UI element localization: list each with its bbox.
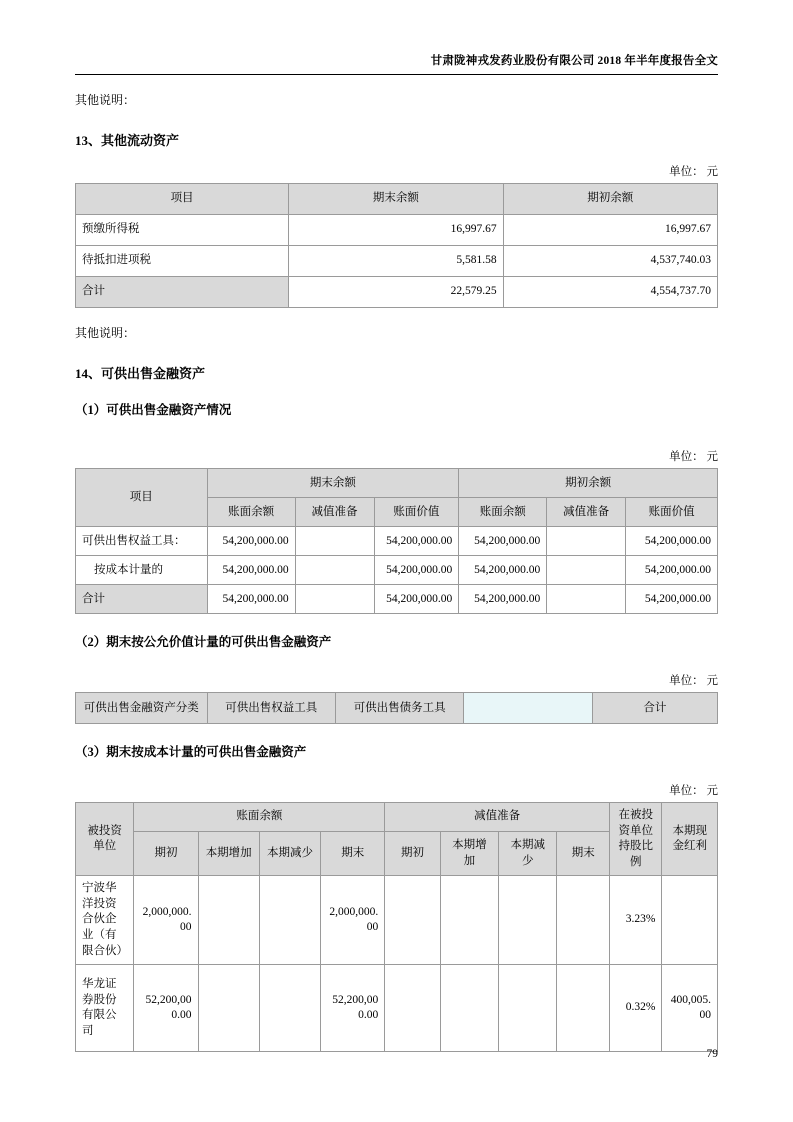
cell-impair-decrease (499, 876, 557, 965)
table-row (76, 527, 718, 556)
cell-book-value-end: 54,200,000.00 (374, 527, 459, 556)
page-header (75, 0, 718, 75)
col-header-category: 可供出售金融资产分类 (76, 693, 208, 724)
cell-balance-begin: 2,000,000.00 (134, 876, 198, 965)
unit-label-4: 单位： 元 (669, 785, 718, 798)
cell-book-balance-begin: 54,200,000.00 (459, 556, 547, 585)
col-subheader-balance-begin: 期初 (134, 831, 198, 876)
section-14-2-title: （2）期末按公允价值计量的可供出售金融资产 (75, 635, 332, 650)
col-header-equity-instrument: 可供出售权益工具 (207, 693, 335, 724)
col-subheader-balance-increase: 本期增加 (198, 831, 259, 876)
col-header-impairment: 减值准备 (385, 803, 610, 832)
cell-investee-unit: 宁波华洋投资合伙企业（有限合伙） (76, 876, 134, 965)
table-header-row (76, 803, 718, 832)
cell-book-balance-end: 54,200,000.00 (207, 585, 295, 614)
table-other-current-assets (75, 183, 718, 308)
table-row (76, 215, 718, 246)
cell-book-value-end: 54,200,000.00 (374, 585, 459, 614)
col-subheader-book-balance-begin: 账面余额 (459, 498, 547, 527)
cell-book-balance-begin: 54,200,000.00 (459, 527, 547, 556)
col-subheader-book-balance-end: 账面余额 (207, 498, 295, 527)
cell-begin-balance: 4,554,737.70 (503, 277, 717, 308)
col-subheader-impair-decrease: 本期减少 (499, 831, 557, 876)
cell-impair-decrease (499, 965, 557, 1052)
col-header-begin-balance: 期初余额 (459, 469, 718, 498)
cell-investee-unit: 华龙证券股份有限公司 (76, 965, 134, 1052)
cell-cash-dividend: 400,005.00 (662, 965, 718, 1052)
cell-book-balance-begin: 54,200,000.00 (459, 585, 547, 614)
table-row (76, 556, 718, 585)
cell-book-value-end: 54,200,000.00 (374, 556, 459, 585)
col-header-cash-dividend: 本期现金红利 (662, 803, 718, 876)
cell-item: 合计 (76, 277, 289, 308)
col-subheader-impair-increase: 本期增加 (440, 831, 498, 876)
cell-item: 待抵扣进项税 (76, 246, 289, 277)
cell-item: 按成本计量的 (76, 556, 208, 585)
section-14-3-title: （3）期末按成本计量的可供出售金融资产 (75, 745, 307, 760)
cell-impairment-begin (547, 527, 626, 556)
cell-impair-begin (385, 965, 440, 1052)
cell-end-balance: 16,997.67 (289, 215, 503, 246)
table-total-row (76, 277, 718, 308)
col-header-item: 项目 (76, 184, 289, 215)
cell-balance-increase (198, 965, 259, 1052)
col-header-item: 项目 (76, 469, 208, 527)
table-total-row (76, 585, 718, 614)
col-subheader-impair-end: 期末 (557, 831, 610, 876)
cell-balance-decrease (259, 965, 320, 1052)
table-cost-measured-afs (75, 802, 718, 1052)
col-header-investee-unit: 被投资单位 (76, 803, 134, 876)
cell-item: 可供出售权益工具： (76, 527, 208, 556)
cell-book-value-begin: 54,200,000.00 (626, 585, 718, 614)
cell-shareholding-ratio: 0.32% (609, 965, 662, 1052)
cell-begin-balance: 4,537,740.03 (503, 246, 717, 277)
unit-label-3: 单位： 元 (669, 675, 718, 688)
header-title: 甘肃陇神戎发药业股份有限公司 2018 年半年度报告全文 (430, 55, 718, 67)
col-header-book-balance: 账面余额 (134, 803, 385, 832)
cell-impairment-begin (547, 556, 626, 585)
col-subheader-book-value-end: 账面价值 (374, 498, 459, 527)
table-fair-value-afs (75, 692, 718, 724)
table-row (76, 876, 718, 965)
col-header-end-balance: 期末余额 (207, 469, 459, 498)
cell-balance-increase (198, 876, 259, 965)
cell-item: 预缴所得税 (76, 215, 289, 246)
section-14-title: 14、可供出售金融资产 (75, 366, 206, 382)
unit-label-2: 单位： 元 (669, 451, 718, 464)
col-subheader-impairment-begin: 减值准备 (547, 498, 626, 527)
header-divider (75, 74, 718, 75)
unit-label-1: 单位： 元 (669, 166, 718, 179)
col-subheader-impairment-end: 减值准备 (295, 498, 374, 527)
section-13-title: 13、其他流动资产 (75, 133, 180, 149)
cell-book-value-begin: 54,200,000.00 (626, 556, 718, 585)
cell-book-value-begin: 54,200,000.00 (626, 527, 718, 556)
cell-impairment-end (295, 527, 374, 556)
cell-book-balance-end: 54,200,000.00 (207, 527, 295, 556)
cell-book-balance-end: 54,200,000.00 (207, 556, 295, 585)
table-available-for-sale (75, 468, 718, 614)
col-header-begin-balance: 期初余额 (503, 184, 717, 215)
cell-end-balance: 22,579.25 (289, 277, 503, 308)
other-note-2: 其他说明： (75, 326, 136, 341)
cell-cash-dividend (662, 876, 718, 965)
cell-impairment-begin (547, 585, 626, 614)
col-header-end-balance: 期末余额 (289, 184, 503, 215)
cell-impairment-end (295, 556, 374, 585)
cell-balance-decrease (259, 876, 320, 965)
col-header-shareholding-ratio: 在被投资单位持股比例 (609, 803, 662, 876)
page-number: 79 (706, 1048, 718, 1060)
cell-balance-end: 52,200,000.00 (321, 965, 385, 1052)
cell-impair-begin (385, 876, 440, 965)
col-header-debt-instrument: 可供出售债务工具 (336, 693, 464, 724)
cell-impair-end (557, 965, 610, 1052)
other-note-1: 其他说明： (75, 93, 136, 107)
table-header-row (76, 469, 718, 498)
cell-shareholding-ratio: 3.23% (609, 876, 662, 965)
cell-empty (464, 693, 592, 724)
col-subheader-balance-decrease: 本期减少 (259, 831, 320, 876)
cell-balance-end: 2,000,000.00 (321, 876, 385, 965)
cell-end-balance: 5,581.58 (289, 246, 503, 277)
col-subheader-book-value-begin: 账面价值 (626, 498, 718, 527)
cell-impair-increase (440, 965, 498, 1052)
col-subheader-impair-begin: 期初 (385, 831, 440, 876)
col-header-total: 合计 (592, 693, 717, 724)
table-header-row (76, 693, 718, 724)
cell-balance-begin: 52,200,000.00 (134, 965, 198, 1052)
cell-begin-balance: 16,997.67 (503, 215, 717, 246)
cell-impairment-end (295, 585, 374, 614)
col-subheader-balance-end: 期末 (321, 831, 385, 876)
table-row (76, 246, 718, 277)
cell-impair-end (557, 876, 610, 965)
cell-impair-increase (440, 876, 498, 965)
section-14-1-title: （1）可供出售金融资产情况 (75, 403, 232, 418)
cell-item: 合计 (76, 585, 208, 614)
table-row (76, 965, 718, 1052)
table-header-row (76, 184, 718, 215)
